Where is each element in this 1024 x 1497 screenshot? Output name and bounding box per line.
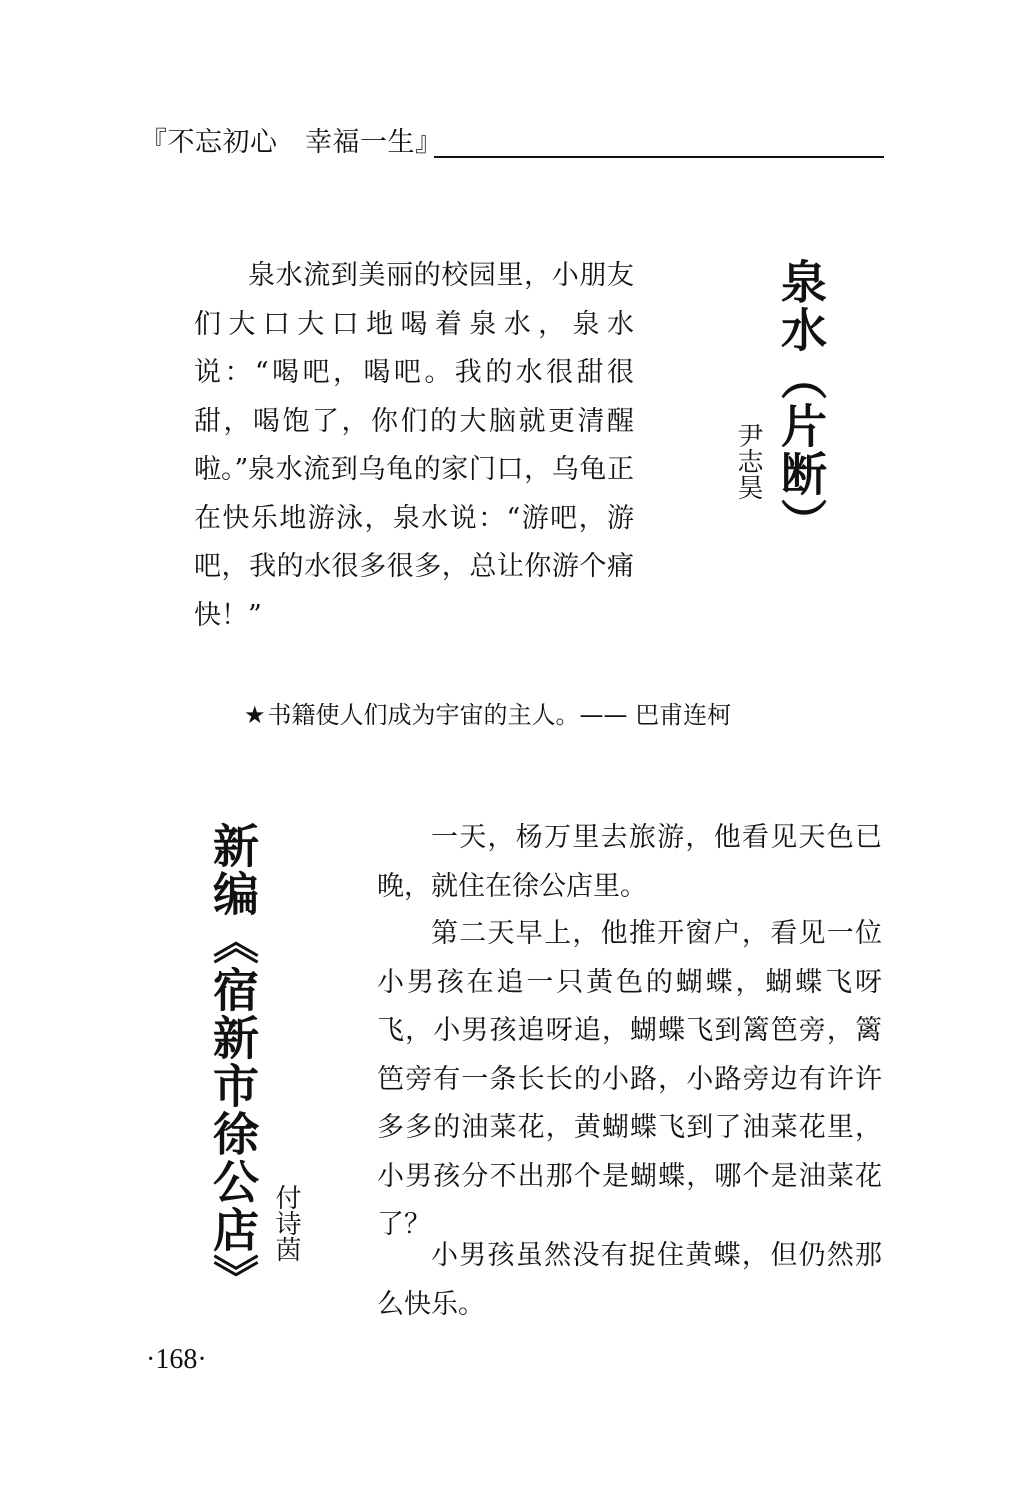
- header-title: 『不忘初心 幸福一生』: [140, 127, 443, 158]
- article2-paragraph-2: 第二天早上，他推开窗户，看见一位小男孩在追一只黄色的蝴蝶，蝴蝶飞呀飞，小男孩追呀追，蝴蝶飞到篱笆旁，篱笆旁有一条长长的小路，小路旁边有许许多多的油菜花，黄蝴蝶飞到了油菜花里，小男孩分不出那个是蝴蝶，哪个是油菜花了？: [377, 918, 882, 1240]
- page-number: ·168·: [146, 1344, 207, 1375]
- star-icon: ★: [244, 701, 266, 729]
- header-rule: [434, 156, 884, 158]
- article2-author: 付诗茵: [271, 1184, 301, 1262]
- quote-line: [244, 698, 864, 732]
- article2-title: 新编《宿新市徐公店》: [206, 822, 260, 1302]
- running-header: [140, 126, 443, 160]
- article1-title: 泉水（片断）: [774, 258, 828, 546]
- article2-paragraph-3: 小男孩虽然没有捉住黄蝶，但仍然那么快乐。: [377, 1240, 882, 1320]
- article1-paragraph-1: 泉水流到美丽的校园里，小朋友们大口大口地喝着泉水，泉水说：“喝吧，喝吧。我的水很甜很甜，喝饱了，你们的大脑就更清醒啦。”: [194, 260, 634, 485]
- article1-paragraph-2: 泉水流到乌龟的家门口，乌龟正在快乐地游泳，泉水说：“游吧，游吧，我的水很多很多，总让你游个痛快！”: [194, 454, 634, 631]
- quote-text: 书籍使人们成为宇宙的主人。—— 巴甫连柯: [267, 701, 732, 729]
- article1-author: 尹志昊: [733, 422, 763, 500]
- article2-paragraph-1: 一天，杨万里去旅游，他看见天色已晚，就住在徐公店里。: [377, 822, 882, 902]
